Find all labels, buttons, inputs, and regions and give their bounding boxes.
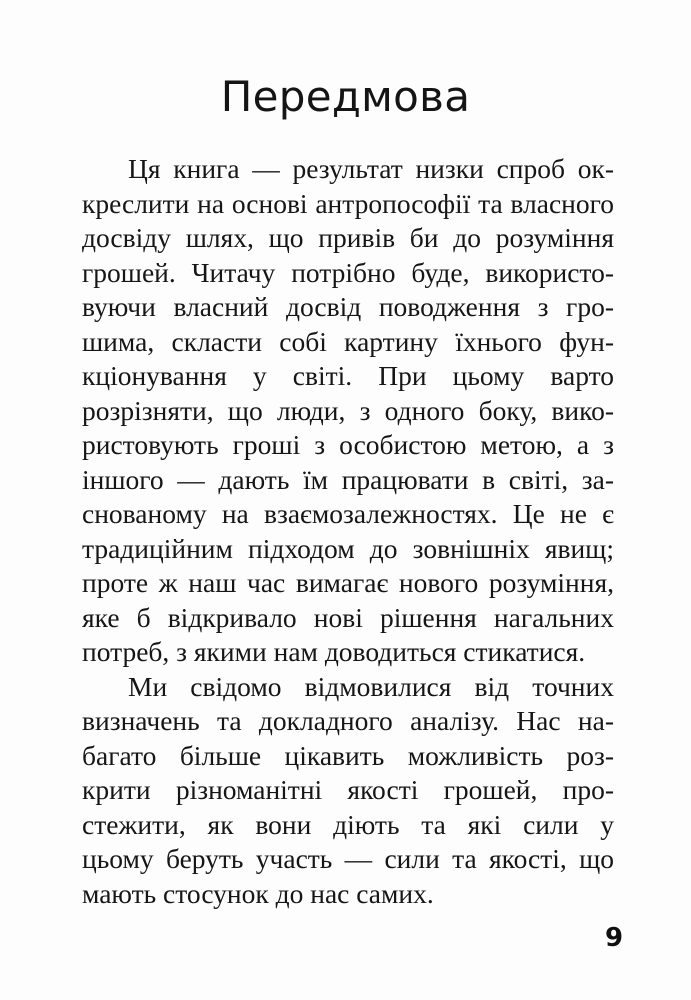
text-line: шима, скласти собі картину їхнього фун- — [82, 325, 614, 357]
text-line: Ми свідомо відмовилися від точних — [128, 670, 614, 702]
text-line: вуючи власний досвід поводження з гро- — [82, 291, 614, 322]
body-text — [82, 152, 614, 911]
paragraph-1 — [82, 152, 614, 670]
text-line: ристовують гроші з особистою метою, а з — [82, 429, 614, 460]
text-line: кціонування у світі. При цьому варто — [82, 360, 614, 391]
text-line: розрізняти, що люди, з одного боку, вико- — [82, 394, 614, 426]
page-number: 9 — [605, 923, 624, 953]
text-line: цьому беруть участь — сили та якості, що — [82, 843, 614, 874]
text-line: снованому на взаємозалежностях. Це не є — [82, 498, 614, 529]
text-line: іншого — дають їм працювати в світі, за- — [82, 463, 614, 495]
text-line: потреб, з якими нам доводиться стикатися. — [82, 636, 586, 667]
paragraph-2 — [82, 670, 614, 912]
page-title: Передмова — [220, 72, 471, 121]
text-line: традиційним підходом до зовнішніх явищ; — [82, 532, 614, 564]
text-line: грошей. Читачу потрібно буде, використо- — [82, 256, 614, 288]
text-line: креслити на основі антропософії та власного — [82, 187, 614, 219]
text-line: досвіду шлях, що привів би до розуміння — [82, 222, 614, 253]
text-line: визначень та докладного аналізу. Нас на- — [82, 705, 614, 736]
text-line: крити різноманітні якості грошей, про- — [82, 774, 614, 805]
text-line: яке б відкривало нові рішення нагальних — [82, 601, 614, 633]
text-line: мають стосунок до нас самих. — [82, 877, 434, 909]
text-line: Ця книга — результат низки спроб ок- — [128, 153, 614, 184]
text-line: багато більше цікавить можливість роз- — [82, 739, 614, 771]
text-line: проте ж наш час вимагає нового розуміння, — [82, 567, 614, 598]
text-line: стежити, як вони діють та які сили у — [82, 808, 614, 840]
